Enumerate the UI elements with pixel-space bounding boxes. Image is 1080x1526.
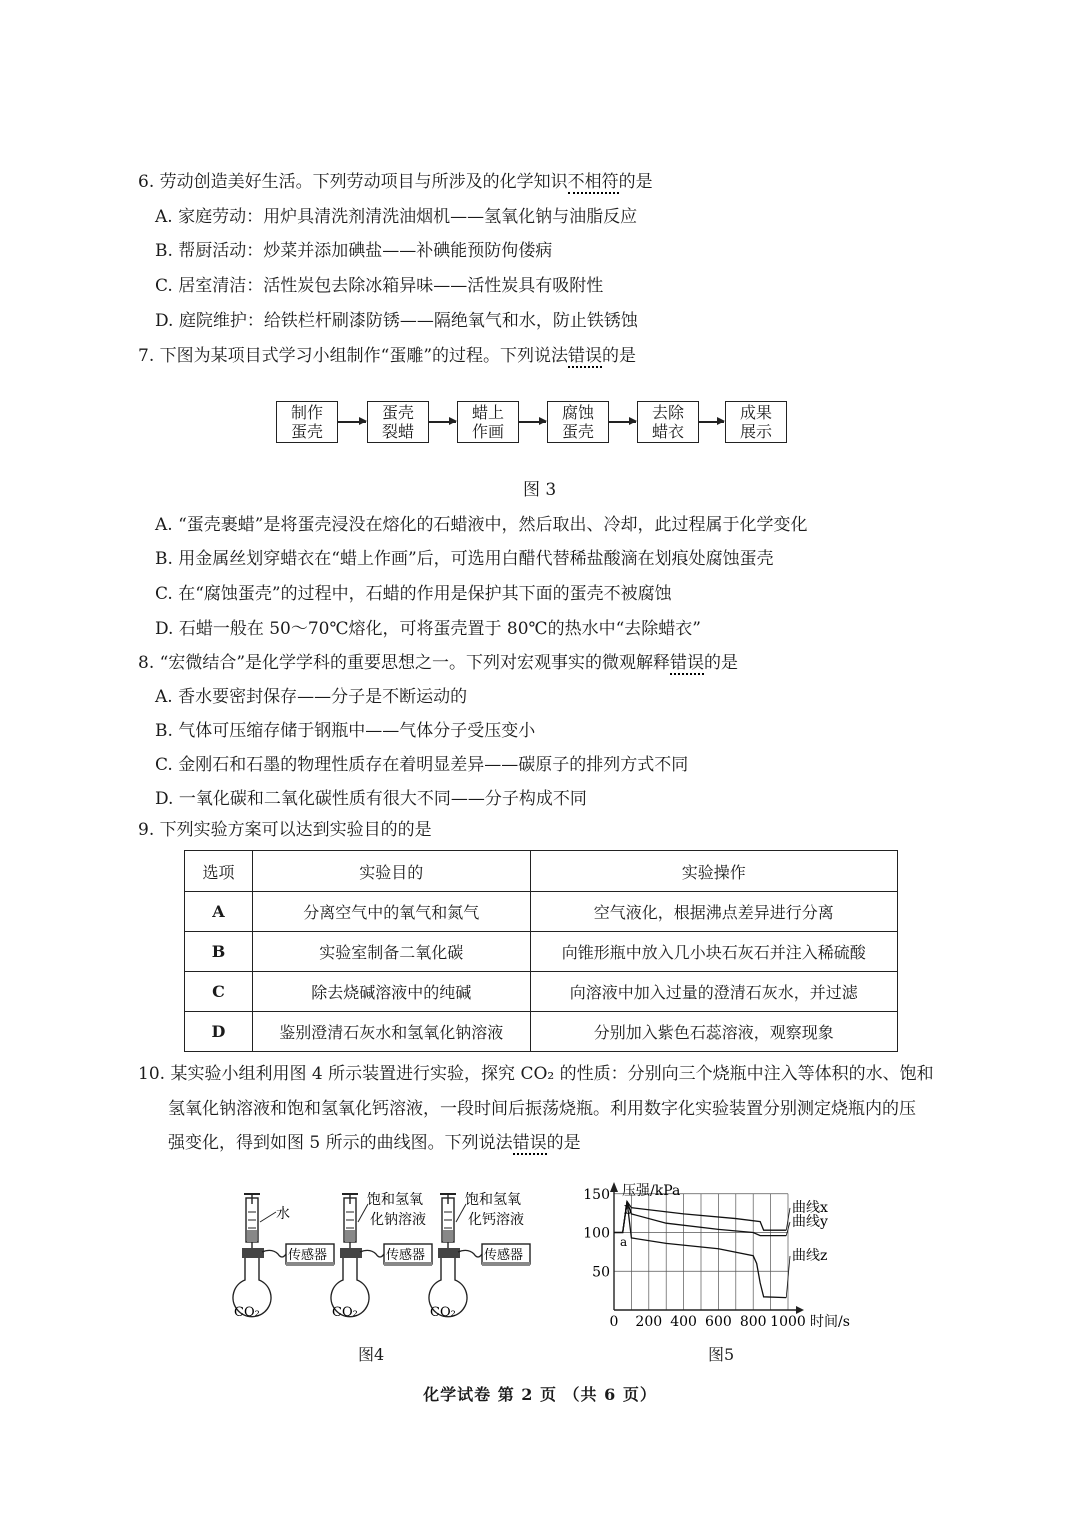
table-header: 选项: [185, 851, 253, 892]
liquid-label-caoh2: 化钙溶液: [468, 1212, 524, 1228]
co2-label: CO₂: [430, 1305, 456, 1320]
table-cell: 空气液化，根据沸点差异进行分离: [530, 892, 898, 932]
y-axis-arrow: [610, 1182, 618, 1192]
question-8-option-c: C. 金刚石和石墨的物理性质存在着明显差异——碳原子的排列方式不同: [155, 755, 689, 775]
y-tick-label: 100: [583, 1225, 610, 1242]
co2-label: CO₂: [234, 1305, 260, 1320]
x-tick-label: 400: [670, 1314, 697, 1330]
table-header-row: [185, 851, 898, 892]
point-label-b: b: [624, 1203, 632, 1217]
table-row: [185, 932, 898, 972]
x-tick-label: 0: [609, 1314, 619, 1330]
question-6-option-d: D. 庭院维护：给铁栏杆刷漆防锈——隔绝氧气和水，防止铁锈蚀: [155, 311, 638, 331]
question-9-stem: 9. 下列实验方案可以达到实验目的的是: [138, 820, 432, 840]
table-cell: 实验室制备二氧化碳: [252, 932, 530, 972]
flow-arrow: [609, 421, 636, 423]
point-label-a: a: [620, 1235, 628, 1249]
figure-3-caption: 图 3: [523, 480, 557, 500]
question-8-option-d: D. 一氧化碳和二氧化碳性质有很大不同——分子构成不同: [155, 789, 587, 809]
liquid-label-water: 水: [276, 1206, 290, 1222]
flow-arrow: [338, 421, 366, 423]
table-row: [185, 972, 898, 1012]
question-8-option-b: B. 气体可压缩存储于钢瓶中——气体分子受压变小: [155, 721, 536, 741]
sensor-label: 传感器: [288, 1248, 328, 1263]
question-6-option-c: C. 居室清洁：活性炭包去除冰箱异味——活性炭具有吸附性: [155, 276, 604, 296]
figure-4-apparatus: [220, 1182, 550, 1342]
table-cell: D: [185, 1012, 253, 1052]
question-10-line-3: 强变化，得到如图 5 所示的曲线图。下列说法错误的是: [168, 1133, 581, 1153]
table-cell: B: [185, 932, 253, 972]
flow-step-1: 制作 蛋壳: [276, 401, 338, 443]
x-axis-arrow: [796, 1306, 804, 1314]
sensor-label: 传感器: [386, 1248, 426, 1263]
flow-step-3: 蜡上 作画: [457, 401, 519, 443]
question-10-line-2: 氢氧化钠溶液和饱和氢氧化钙溶液，一段时间后振荡烧瓶。利用数字化实验装置分别测定烧瓶内的压: [168, 1099, 916, 1119]
x-tick-label: 200: [635, 1314, 663, 1330]
experiment-table: [184, 850, 898, 1052]
table-header: 实验目的: [252, 851, 530, 892]
flow-arrow: [519, 421, 546, 423]
table-cell: 鉴别澄清石灰水和氢氧化钠溶液: [252, 1012, 530, 1052]
table-cell: 分离空气中的氧气和氮气: [252, 892, 530, 932]
liquid-label-naoh: 化钠溶液: [370, 1212, 426, 1228]
table-row: [185, 892, 898, 932]
question-7-option-d: D. 石蜡一般在 50～70℃熔化，可将蛋壳置于 80℃的热水中“去除蜡衣”: [155, 619, 701, 639]
question-8-option-a: A. 香水要密封保存——分子是不断运动的: [155, 687, 468, 707]
co2-label: CO₂: [332, 1305, 358, 1320]
question-6-stem: 6. 劳动创造美好生活。下列劳动项目与所涉及的化学知识不相符的是: [138, 172, 653, 192]
series-label: 曲线z: [792, 1248, 828, 1264]
question-10-line-1: 10. 某实验小组利用图 4 所示装置进行实验，探究 CO₂ 的性质：分别向三个烧瓶中注入等体积的水、饱和: [138, 1064, 934, 1084]
y-tick-label: 150: [583, 1186, 610, 1203]
flow-step-5: 去除 蜡衣: [637, 401, 699, 443]
table-row: [185, 1012, 898, 1052]
figure-4-caption: 图4: [358, 1345, 385, 1364]
flow-step-6: 成果 展示: [725, 401, 787, 443]
flow-arrow: [699, 421, 724, 423]
question-6-option-a: A. 家庭劳动：用炉具清洗剂清洗油烟机——氢氧化钠与油脂反应: [155, 207, 638, 227]
flow-arrow: [429, 421, 456, 423]
table-cell: A: [185, 892, 253, 932]
flow-step-4: 腐蚀 蛋壳: [547, 401, 609, 443]
question-7-option-b: B. 用金属丝划穿蜡衣在“蜡上作画”后，可选用白醋代替稀盐酸滴在划痕处腐蚀蛋壳: [155, 549, 774, 569]
table-cell: 向锥形瓶中放入几小块石灰石并注入稀硫酸: [530, 932, 898, 972]
figure-5-caption: 图5: [708, 1345, 735, 1364]
x-tick-label: 800: [739, 1314, 767, 1330]
x-axis-label: 时间/s: [810, 1314, 850, 1330]
page-footer: 化学试卷 第 2 页 （共 6 页）: [423, 1385, 657, 1404]
question-7-option-c: C. 在“腐蚀蛋壳”的过程中，石蜡的作用是保护其下面的蛋壳不被腐蚀: [155, 584, 672, 604]
sensor-label: 传感器: [484, 1248, 524, 1263]
table-cell: 除去烧碱溶液中的纯碱: [252, 972, 530, 1012]
question-7-option-a: A. “蛋壳裹蜡”是将蛋壳浸没在熔化的石蜡液中，然后取出、冷却，此过程属于化学变化: [155, 515, 808, 535]
question-8-stem: 8. “宏微结合”是化学学科的重要思想之一。下列对宏观事实的微观解释错误的是: [138, 653, 739, 673]
table-cell: C: [185, 972, 253, 1012]
question-6-option-b: B. 帮厨活动：炒菜并添加碘盐——补碘能预防佝偻病: [155, 241, 553, 261]
series-label: 曲线x: [792, 1200, 828, 1216]
y-tick-label: 50: [592, 1264, 610, 1281]
x-tick-label: 1000: [770, 1314, 806, 1330]
y-axis-label: 压强/kPa: [622, 1183, 681, 1199]
figure-5-chart: [580, 1178, 870, 1338]
series-label: 曲线y: [792, 1214, 828, 1230]
table-cell: 分别加入紫色石蕊溶液，观察现象: [530, 1012, 898, 1052]
question-7-stem: 7. 下图为某项目式学习小组制作“蛋雕”的过程。下列说法错误的是: [138, 346, 637, 366]
flow-step-2: 蛋壳 裂蜡: [367, 401, 429, 443]
liquid-label-caoh2: 饱和氢氧: [465, 1192, 521, 1208]
x-tick-label: 600: [705, 1314, 732, 1330]
table-cell: 向溶液中加入过量的澄清石灰水，并过滤: [530, 972, 898, 1012]
liquid-label-naoh: 饱和氢氧: [367, 1192, 423, 1208]
table-header: 实验操作: [530, 851, 898, 892]
chart-grid: [614, 1194, 788, 1310]
series-line-2: [614, 1202, 786, 1236]
